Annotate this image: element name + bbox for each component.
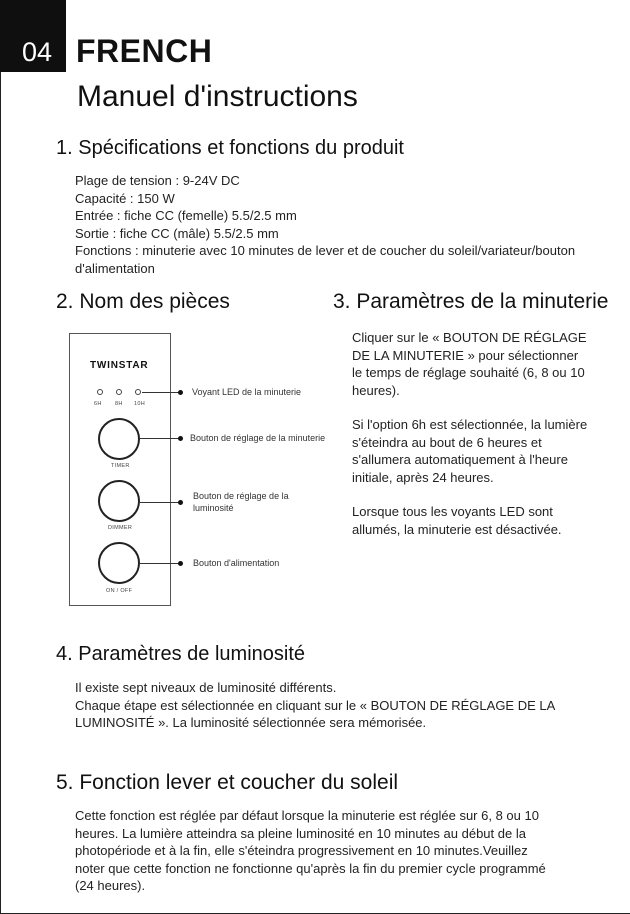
sunrise-line4: noter que cette fonction ne fonctionne qu'après la fin du premier cycle programmé <box>75 860 546 876</box>
timer-paragraph-2 <box>352 416 617 486</box>
brightness-line1: Il existe sept niveaux de luminosité différents. <box>75 680 337 695</box>
spec-voltage: Plage de tension : 9-24V DC <box>75 173 240 188</box>
brightness-line2: Chaque étape est sélectionnée en cliquant sur le « BOUTON DE RÉGLAGE DE LA <box>75 697 556 713</box>
brightness-line3: LUMINOSITÉ ». La luminosité sélectionnée sera mémorisée. <box>75 715 427 730</box>
led-8h-label: 8H <box>115 401 123 407</box>
timer-knob <box>98 418 140 460</box>
timer-p1-line1: Cliquer sur le « BOUTON DE RÉGLAGE <box>352 330 587 345</box>
section2-heading: 2. Nom des pièces <box>56 290 230 313</box>
section4-heading: 4. Paramètres de luminosité <box>56 643 306 665</box>
spec-functions: Fonctions : minuterie avec 10 minutes de lever et de coucher du soleil/variateur/bouton <box>75 243 576 258</box>
sunrise-line1: Cette fonction est réglée par défaut lorsque la minuterie est réglée sur 6, 8 ou 10 <box>75 808 539 823</box>
timer-p3-line2: allumés, la minuterie est désactivée. <box>352 521 562 537</box>
page-number: 04 <box>22 37 53 67</box>
timer-p2-line1: Si l'option 6h est sélectionnée, la lumière <box>352 417 588 432</box>
led-10h-label: 10H <box>134 401 145 407</box>
timer-p1-line3: le temps de réglage souhaité (6, 8 ou 10 <box>352 365 585 380</box>
sunrise-line5: (24 heures). <box>75 878 146 893</box>
led-8h-indicator <box>116 389 122 395</box>
sunrise-line3: photopériode et à la fin, elle s'éteindra progressivement en 10 minutes.Veuillez <box>75 843 528 858</box>
page-left-border <box>0 72 1 914</box>
timer-p3-line1: Lorsque tous les voyants LED sont <box>352 504 553 519</box>
timer-leader-line <box>140 438 180 439</box>
spec-output: Sortie : fiche CC (mâle) 5.5/2.5 mm <box>75 225 279 241</box>
power-leader-dot <box>178 561 183 566</box>
section3-heading: 3. Paramètres de la minuterie <box>333 290 609 313</box>
spec-functions-cont: d'alimentation <box>75 260 155 276</box>
dimmer-knob <box>98 480 140 522</box>
dimmer-callout <box>193 490 289 514</box>
spec-capacity: Capacité : 150 W <box>75 190 175 206</box>
timer-leader-dot <box>178 436 183 441</box>
timer-p2-line2: s'éteindra au bout de 6 heures et <box>352 434 542 450</box>
section4-body <box>75 679 555 732</box>
led-leader-dot <box>178 390 183 395</box>
section1-heading: 1. Spécifications et fonctions du produit <box>56 137 404 159</box>
timer-knob-label: TIMER <box>111 463 130 469</box>
section5-heading: 5. Fonction lever et coucher du soleil <box>56 771 399 794</box>
led-6h-label: 6H <box>94 401 102 407</box>
spec-input: Entrée : fiche CC (femelle) 5.5/2.5 mm <box>75 208 297 223</box>
language-title: FRENCH <box>76 33 213 69</box>
power-knob <box>98 542 140 584</box>
led-leader-line <box>142 392 180 393</box>
timer-p1-line4: heures). <box>352 382 400 398</box>
timer-paragraph-1 <box>352 329 617 399</box>
dimmer-callout-line2: luminosité <box>193 503 234 513</box>
led-6h-indicator <box>97 389 103 395</box>
power-leader-line <box>140 563 180 564</box>
timer-callout: Bouton de réglage de la minuterie <box>190 433 326 443</box>
dimmer-knob-label: DIMMER <box>108 525 133 531</box>
dimmer-callout-line1: Bouton de réglage de la <box>193 491 289 501</box>
manual-title: Manuel d'instructions <box>77 80 358 113</box>
timer-p2-line4: initiale, après 24 heures. <box>352 469 494 485</box>
power-knob-label: ON / OFF <box>106 588 133 594</box>
dimmer-leader-line <box>140 502 180 503</box>
section1-body <box>75 172 575 277</box>
brand-logo: TWINSTAR <box>90 360 149 371</box>
dimmer-leader-dot <box>178 500 183 505</box>
timer-p1-line2: DE LA MINUTERIE » pour sélectionner <box>352 347 579 363</box>
led-10h-indicator <box>135 389 141 395</box>
timer-paragraph-3 <box>352 503 617 538</box>
timer-p2-line3: s'allumera automatiquement à l'heure <box>352 452 568 467</box>
power-callout: Bouton d'alimentation <box>193 558 280 568</box>
section5-body <box>75 807 546 895</box>
sunrise-line2: heures. La lumière atteindra sa pleine luminosité en 10 minutes au début de la <box>75 825 526 841</box>
led-callout: Voyant LED de la minuterie <box>192 387 302 397</box>
